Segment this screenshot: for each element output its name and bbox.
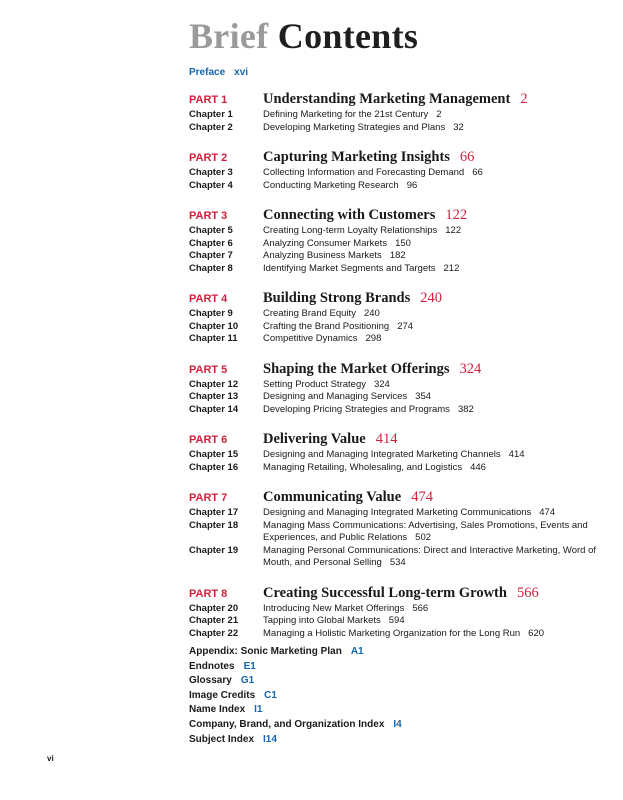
chapter-label: Chapter 13 xyxy=(189,391,239,402)
part-label: PART 8 xyxy=(189,587,228,600)
back-matter-page: E1 xyxy=(243,660,256,672)
part-title xyxy=(263,207,467,224)
chapter-label: Chapter 14 xyxy=(189,403,239,415)
chapter-title xyxy=(263,507,599,520)
chapter-title xyxy=(263,321,599,334)
chapter-entry[interactable] xyxy=(189,603,599,616)
part-label: PART 6 xyxy=(189,434,228,446)
back-matter-page: G1 xyxy=(240,675,255,687)
chapter-title xyxy=(263,308,599,321)
chapter-entry[interactable] xyxy=(189,122,599,135)
back-matter-label: Company, Brand, and Organization Index xyxy=(189,718,385,730)
part-heading[interactable] xyxy=(189,290,599,308)
chapter-label: Chapter 9 xyxy=(189,308,233,319)
chapter-title xyxy=(263,520,599,545)
chapter-label: Chapter 1 xyxy=(189,109,233,120)
chapter-label: Chapter 18 xyxy=(189,519,239,531)
chapter-page-number: 122 xyxy=(445,225,462,236)
part-title xyxy=(263,585,539,602)
chapter-label: Chapter 17 xyxy=(189,507,239,518)
chapter-entry[interactable] xyxy=(189,109,599,122)
part-label: PART 5 xyxy=(189,363,228,376)
chapter-label: Chapter 12 xyxy=(189,378,239,390)
chapter-title xyxy=(263,628,599,641)
chapter-title xyxy=(263,449,599,462)
part-title-text: Building Strong Brands xyxy=(263,290,411,306)
part-label: PART 4 xyxy=(189,293,228,305)
chapter-title xyxy=(263,603,599,616)
chapter-label: Chapter 5 xyxy=(189,225,233,236)
part-heading[interactable] xyxy=(189,361,599,379)
chapter-entry[interactable] xyxy=(189,520,599,545)
chapter-entry[interactable] xyxy=(189,507,599,520)
chapter-title xyxy=(263,122,599,135)
page-folio: vi xyxy=(47,754,54,763)
part-heading[interactable] xyxy=(189,149,599,167)
part-section xyxy=(189,149,599,192)
part-title-text: Creating Successful Long-term Growth xyxy=(263,584,507,601)
chapter-entry[interactable] xyxy=(189,333,599,346)
page-title-word-contents: Contents xyxy=(277,16,419,56)
chapter-title-text: Analyzing Business Markets xyxy=(263,250,382,261)
part-page-number: 2 xyxy=(520,91,528,107)
part-title xyxy=(263,91,528,108)
chapter-title xyxy=(263,250,599,263)
chapter-title-text: Managing Personal Communications: Direct and Interactive Marketing, Word of Mouth, and Personal Selling xyxy=(263,544,597,568)
chapter-page-number: 32 xyxy=(453,121,464,133)
part-section xyxy=(189,91,599,134)
chapter-title xyxy=(263,462,599,475)
chapter-label: Chapter 3 xyxy=(189,167,233,178)
chapter-entry[interactable] xyxy=(189,250,599,263)
chapter-label: Chapter 19 xyxy=(189,544,239,556)
back-matter-page: I4 xyxy=(393,718,402,730)
chapter-page-number: 534 xyxy=(389,557,406,568)
chapter-title-text: Competitive Dynamics xyxy=(263,333,358,344)
part-label: PART 1 xyxy=(189,94,228,106)
part-title-text: Connecting with Customers xyxy=(263,207,436,223)
part-label: PART 2 xyxy=(189,152,228,164)
chapter-label: Chapter 20 xyxy=(189,602,239,614)
chapter-title-text: Analyzing Consumer Markets xyxy=(263,237,388,249)
part-page-number: 414 xyxy=(375,431,398,447)
chapter-page-number: 274 xyxy=(397,320,414,332)
chapter-label: Chapter 6 xyxy=(189,237,233,249)
chapter-title-text: Conducting Marketing Research xyxy=(263,179,399,191)
chapter-page-number: 502 xyxy=(415,532,432,543)
part-page-number: 566 xyxy=(516,584,539,601)
part-title-text: Delivering Value xyxy=(263,431,366,447)
chapter-label: Chapter 7 xyxy=(189,250,233,261)
back-matter-entry[interactable] xyxy=(189,703,402,718)
chapter-page-number: 240 xyxy=(363,308,380,319)
part-page-number: 240 xyxy=(420,290,442,306)
chapter-page-number: 182 xyxy=(389,250,406,261)
part-heading[interactable] xyxy=(189,489,599,507)
back-matter-entry[interactable] xyxy=(189,689,402,704)
chapter-entry[interactable] xyxy=(189,545,599,570)
chapter-title-text: Managing a Holistic Marketing Organization for the Long Run xyxy=(263,627,521,639)
back-matter-entry[interactable] xyxy=(189,718,402,733)
chapter-title xyxy=(263,379,599,392)
page-title xyxy=(189,14,418,58)
part-title-text: Shaping the Market Offerings xyxy=(263,360,450,377)
chapter-page-number: 566 xyxy=(412,602,429,614)
chapter-title xyxy=(263,238,599,251)
part-heading[interactable] xyxy=(189,431,599,449)
chapter-page-number: 66 xyxy=(472,167,483,178)
chapter-title xyxy=(263,333,599,346)
chapter-label: Chapter 21 xyxy=(189,615,239,626)
part-section xyxy=(189,431,599,474)
chapter-page-number: 150 xyxy=(395,237,411,249)
parts-list xyxy=(189,91,599,655)
chapter-entry[interactable] xyxy=(189,263,599,276)
chapter-page-number: 594 xyxy=(388,615,405,626)
part-heading[interactable] xyxy=(189,585,599,603)
part-page-number: 66 xyxy=(459,149,475,165)
part-section xyxy=(189,290,599,346)
chapter-title-text: Developing Marketing Strategies and Plans xyxy=(263,121,446,133)
chapter-title-text: Collecting Information and Forecasting Demand xyxy=(263,167,465,178)
chapter-title xyxy=(263,263,599,276)
chapter-title-text: Designing and Managing Integrated Marketing Channels xyxy=(263,449,501,460)
part-title xyxy=(263,431,397,448)
back-matter-list xyxy=(189,645,402,747)
chapter-title xyxy=(263,391,599,404)
chapter-entry[interactable] xyxy=(189,628,599,641)
part-title xyxy=(263,489,433,506)
chapter-page-number: 298 xyxy=(365,333,382,344)
back-matter-label: Image Credits xyxy=(189,689,256,701)
part-page-number: 324 xyxy=(459,360,482,377)
chapter-entry[interactable] xyxy=(189,379,599,392)
chapter-page-number: 354 xyxy=(415,391,432,402)
chapter-title xyxy=(263,225,599,238)
preface-entry[interactable] xyxy=(189,67,248,78)
back-matter-page: I14 xyxy=(263,733,277,745)
chapter-label: Chapter 8 xyxy=(189,262,233,274)
chapter-title xyxy=(263,180,599,193)
chapter-title-text: Defining Marketing for the 21st Century xyxy=(263,109,429,120)
chapter-label: Chapter 11 xyxy=(189,333,238,344)
chapter-label: Chapter 22 xyxy=(189,627,239,639)
part-page-number: 474 xyxy=(411,489,433,505)
chapter-title-text: Managing Mass Communications: Advertising, Sales Promotions, Events and Experiences, and Public Relations xyxy=(263,519,588,543)
chapter-entry[interactable] xyxy=(189,238,599,251)
chapter-page-number: 446 xyxy=(470,461,486,473)
part-title-text: Communicating Value xyxy=(263,489,402,505)
part-title xyxy=(263,290,442,307)
part-section xyxy=(189,585,599,641)
chapter-title-text: Designing and Managing Services xyxy=(263,391,408,402)
part-label: PART 7 xyxy=(189,492,228,504)
chapter-page-number: 96 xyxy=(406,179,418,191)
chapter-title xyxy=(263,167,599,180)
page-title-word-brief: Brief xyxy=(189,16,269,56)
preface-page: xvi xyxy=(234,67,249,78)
chapter-entry[interactable] xyxy=(189,225,599,238)
part-section xyxy=(189,489,599,570)
part-section xyxy=(189,207,599,275)
part-title xyxy=(263,149,474,166)
chapter-title xyxy=(263,545,599,570)
chapter-title-text: Creating Long-term Loyalty Relationships xyxy=(263,225,438,236)
chapter-title-text: Identifying Market Segments and Targets xyxy=(263,262,436,274)
preface-label: Preface xyxy=(189,67,226,78)
part-title-text: Capturing Marketing Insights xyxy=(263,149,450,165)
back-matter-entry[interactable] xyxy=(189,645,402,660)
chapter-page-number: 324 xyxy=(373,378,390,390)
chapter-label: Chapter 10 xyxy=(189,320,239,332)
back-matter-label: Endnotes xyxy=(189,660,235,672)
chapter-entry[interactable] xyxy=(189,404,599,417)
back-matter-page: A1 xyxy=(350,646,364,657)
part-heading[interactable] xyxy=(189,91,599,109)
chapter-title-text: Setting Product Strategy xyxy=(263,378,366,390)
part-label: PART 3 xyxy=(189,210,228,222)
back-matter-label: Subject Index xyxy=(189,733,255,745)
back-matter-entry[interactable] xyxy=(189,660,402,675)
chapter-title-text: Managing Retailing, Wholesaling, and Logistics xyxy=(263,461,463,473)
back-matter-label: Appendix: Sonic Marketing Plan xyxy=(189,646,342,657)
chapter-entry[interactable] xyxy=(189,462,599,475)
chapter-page-number: 2 xyxy=(436,109,442,120)
chapter-label: Chapter 16 xyxy=(189,461,239,473)
chapter-title-text: Crafting the Brand Positioning xyxy=(263,320,390,332)
back-matter-page: I1 xyxy=(254,704,263,716)
chapter-page-number: 620 xyxy=(528,627,545,639)
chapter-label: Chapter 15 xyxy=(189,449,239,460)
chapter-entry[interactable] xyxy=(189,615,599,628)
chapter-page-number: 414 xyxy=(508,449,525,460)
part-title-text: Understanding Marketing Management xyxy=(263,91,511,107)
chapter-title-text: Creating Brand Equity xyxy=(263,308,356,319)
chapter-title-text: Developing Pricing Strategies and Programs xyxy=(263,403,450,415)
chapter-label: Chapter 2 xyxy=(189,121,233,133)
chapter-page-number: 382 xyxy=(457,403,474,415)
chapter-entry[interactable] xyxy=(189,449,599,462)
back-matter-label: Glossary xyxy=(189,675,232,687)
chapter-title-text: Tapping into Global Markets xyxy=(263,615,381,626)
chapter-entry[interactable] xyxy=(189,308,599,321)
part-page-number: 122 xyxy=(445,207,468,223)
chapter-entry[interactable] xyxy=(189,321,599,334)
chapter-title xyxy=(263,615,599,628)
back-matter-label: Name Index xyxy=(189,704,246,716)
back-matter-page: C1 xyxy=(264,689,277,701)
part-title xyxy=(263,361,481,378)
chapter-label: Chapter 4 xyxy=(189,179,233,191)
chapter-entry[interactable] xyxy=(189,180,599,193)
chapter-entry[interactable] xyxy=(189,391,599,404)
chapter-title xyxy=(263,109,599,122)
back-matter-entry[interactable] xyxy=(189,733,402,748)
chapter-page-number: 474 xyxy=(539,507,556,518)
chapter-entry[interactable] xyxy=(189,167,599,180)
part-heading[interactable] xyxy=(189,207,599,225)
chapter-title-text: Designing and Managing Integrated Marketing Communications xyxy=(263,507,532,518)
chapter-title xyxy=(263,404,599,417)
chapter-title-text: Introducing New Market Offerings xyxy=(263,602,405,614)
back-matter-entry[interactable] xyxy=(189,674,402,689)
chapter-page-number: 212 xyxy=(443,262,460,274)
part-section xyxy=(189,361,599,417)
